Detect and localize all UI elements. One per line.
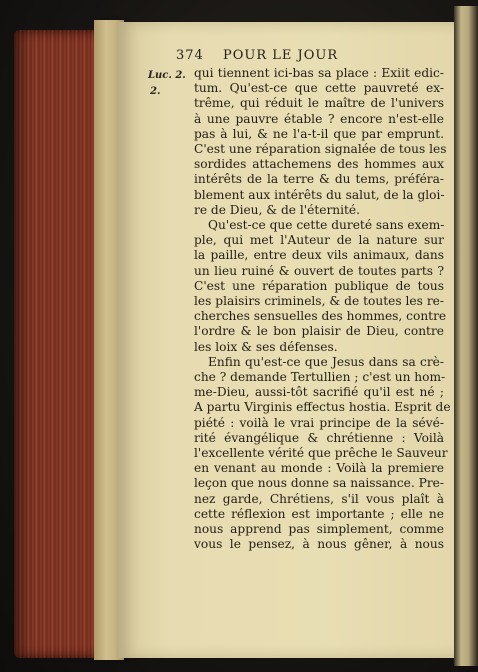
facing-page-edge <box>454 6 478 666</box>
text-line: cette réflexion est importante ; elle ne <box>194 506 444 521</box>
text-line: ple, qui met l'Auteur de la nature sur <box>194 233 444 248</box>
text-line: en venant au monde : Voilà la premiere <box>194 461 444 476</box>
text-line: qui tiennent ici-bas sa place : Exiit edic- <box>194 66 444 80</box>
text-line: l'ordre & le bon plaisir de Dieu, contre <box>194 324 444 339</box>
page-number: 374 <box>176 48 204 63</box>
text-line: cherches sensuelles des hommes, contre <box>194 309 447 324</box>
margin-note-luc: Luc. 2. <box>148 70 186 81</box>
text-line: nous apprend pas simplement, comme <box>194 522 444 537</box>
text-line: C'est une réparation publique de tous <box>194 278 444 293</box>
running-title: POUR LE JOUR <box>222 48 339 63</box>
text-line: blement aux intérêts du salut, de la gloi- <box>194 187 445 202</box>
text-line: Qu'est-ce que cette dureté sans exem- <box>208 218 445 233</box>
text-line: re de Dieu, & de l'éternité. <box>194 202 361 217</box>
text-line: à une pauvre étable ? encore n'est-elle <box>194 111 444 126</box>
text-line: vous le pensez, à nous gêner, à nous <box>194 537 444 552</box>
body-text <box>194 66 451 553</box>
text-line: nez garde, Chrétiens, s'il vous plaît à <box>194 491 444 506</box>
text-line: sordides attachemens des hommes aux <box>194 157 444 172</box>
text-line: tum. Qu'est-ce que cette pauvreté ex- <box>194 81 444 96</box>
text-line: intérêts de la terre & du tems, préféra- <box>194 172 444 187</box>
text-line: les plaisirs criminels, & de toutes les re- <box>194 294 444 309</box>
text-line: che ? demande Tertullien ; c'est un hom- <box>194 370 446 385</box>
text-line: C'est une réparation signalée de tous les <box>194 142 447 157</box>
text-line: A partu Virginis effectus hostia. Esprit de <box>194 400 451 415</box>
text-line: leçon que nous donne sa naissance. Pre- <box>194 476 444 491</box>
text-line: la paille, entre deux vils animaux, dans <box>194 248 444 263</box>
text-line: Enfin qu'est-ce que Jesus dans sa crè- <box>208 354 444 369</box>
text-line: l'excellente vérité que prêche le Sauveur <box>194 446 448 461</box>
text-line: trême, qui réduit le maître de l'univers <box>194 96 444 111</box>
text-line: pas à lui, & ne l'a-t-il que par emprunt. <box>194 126 444 141</box>
text-line: me-Dieu, aussi-tôt sacrifié qu'il est né ; <box>194 385 444 400</box>
margin-note-luc-verse: 2. <box>150 86 161 97</box>
running-header <box>176 48 446 63</box>
text-line: rité évangélique & chrétienne : Voilà <box>194 430 444 445</box>
text-line: piété : voilà le vrai principe de la sévé- <box>194 415 444 430</box>
text-line: un lieu ruiné & ouvert de toutes parts ? <box>194 263 444 278</box>
text-line: les loix & ses défenses. <box>194 339 338 354</box>
